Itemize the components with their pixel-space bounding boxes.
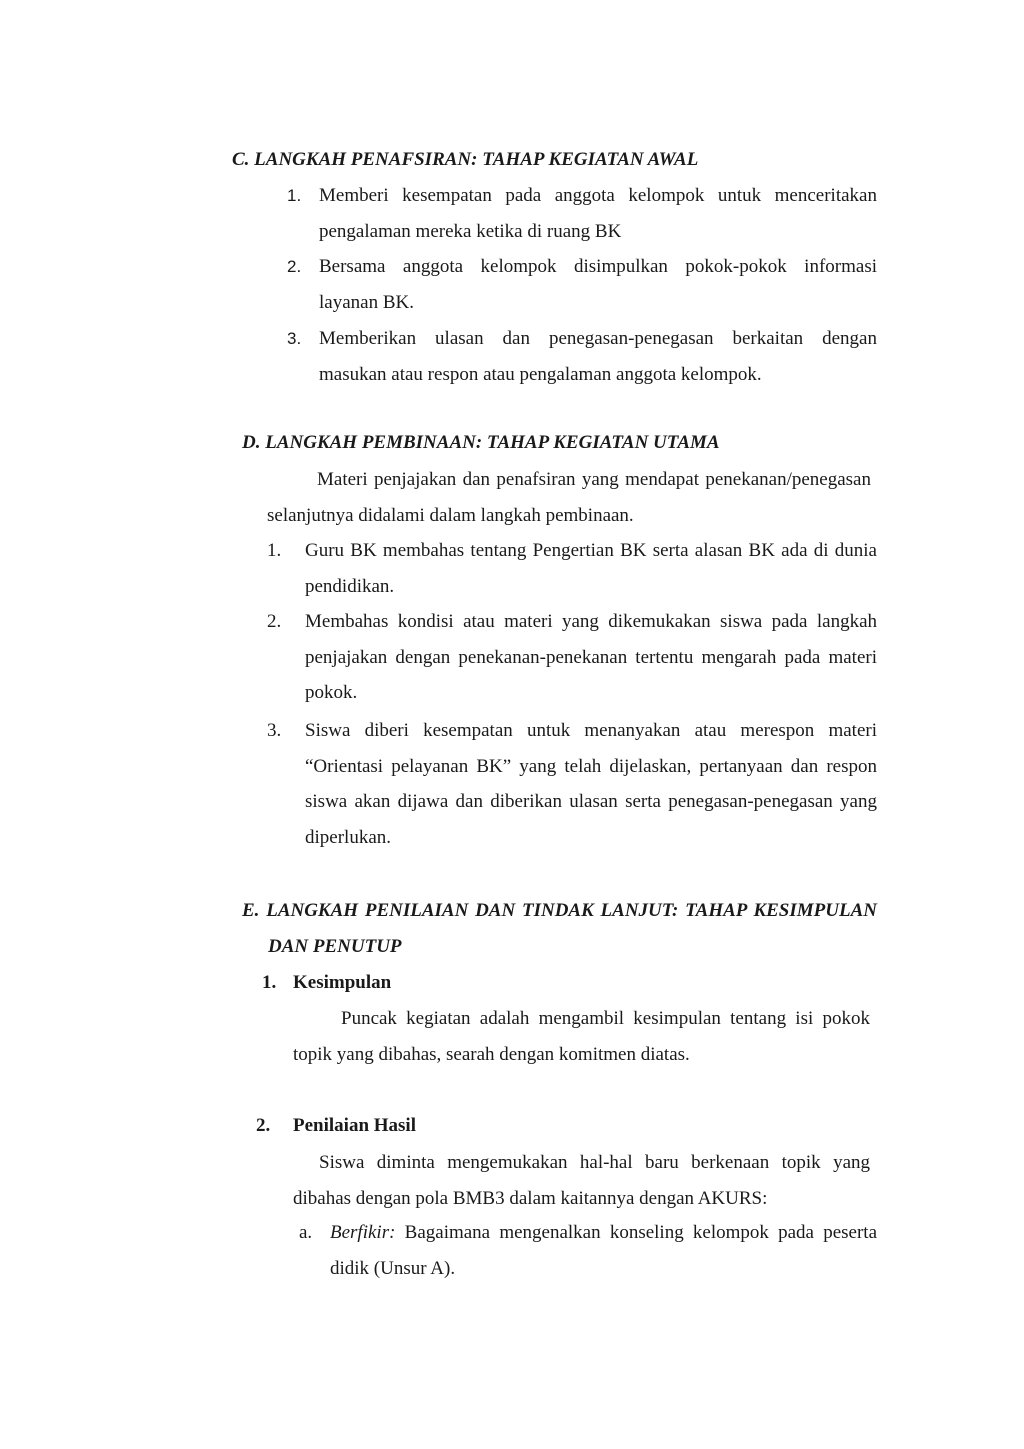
berfikir-text: Bagaimana mengenalkan konseling kelompok pada peserta didik (Unsur A). [330,1222,878,1279]
section-d-item-2-text: Membahas kondisi atau materi yang dikemukakan siswa pada langkah penjajakan dengan penekanan-penekanan tertentu mengarah pada materi pokok. [305,611,877,703]
section-c-item-2-number: 2. [287,257,302,276]
penilaian-hasil-text: Siswa diminta mengemukakan hal-hal baru berkenaan topik yang dibahas dengan pola BMB3 dalam kaitannya dengan AKURS: [293,1152,870,1209]
kesimpulan-title: Kesimpulan [293,972,392,993]
section-c-item-3-text: Memberikan ulasan dan penegasan-penegasan berkaitan dengan masukan atau respon atau pengalaman anggota kelompok. [319,328,877,385]
section-d-item-1-text: Guru BK membahas tentang Pengertian BK serta alasan BK ada di dunia pendidikan. [305,540,877,597]
berfikir-item [330,1215,877,1286]
section-c-item-2-text: Bersama anggota kelompok disimpulkan pokok-pokok informasi layanan BK. [319,256,877,313]
section-c-item-1-number: 1. [287,186,302,205]
section-c-item-3-number: 3. [287,329,302,348]
berfikir-term: Berfikir: [330,1222,396,1243]
berfikir-item-letter: a. [299,1222,313,1243]
penilaian-hasil-title: Penilaian Hasil [293,1115,416,1136]
kesimpulan-number: 1. [262,972,277,993]
section-d-item-2-number: 2. [267,611,282,632]
section-d-item-1-number: 1. [267,540,282,561]
kesimpulan-text: Puncak kegiatan adalah mengambil kesimpulan tentang isi pokok topik yang dibahas, searah dengan komitmen diatas. [293,1008,870,1065]
section-e-heading: E. LANGKAH PENILAIAN DAN TINDAK LANJUT: TAHAP KESIMPULAN DAN PENUTUP [242,900,877,957]
section-d-item-3-number: 3. [267,720,282,741]
section-c-heading: C. LANGKAH PENAFSIRAN: TAHAP KEGIATAN AWAL [232,149,699,170]
section-d-intro: Materi penjajakan dan penafsiran yang mendapat penekanan/penegasan selanjutnya didalami dalam langkah pembinaan. [267,469,871,526]
penilaian-hasil-number: 2. [256,1115,271,1136]
section-d-heading: D. LANGKAH PEMBINAAN: TAHAP KEGIATAN UTAMA [242,432,720,453]
section-d-item-3-text: Siswa diberi kesempatan untuk menanyakan atau merespon materi “Orientasi pelayanan BK” yang telah dijelaskan, pertanyaan dan respon siswa akan dijawa dan diberikan ulasan serta penegasan-penegasan yang diperlukan. [305,720,877,848]
section-c-item-1-text: Memberi kesempatan pada anggota kelompok untuk menceritakan pengalaman mereka ketika di ruang BK [319,185,877,242]
